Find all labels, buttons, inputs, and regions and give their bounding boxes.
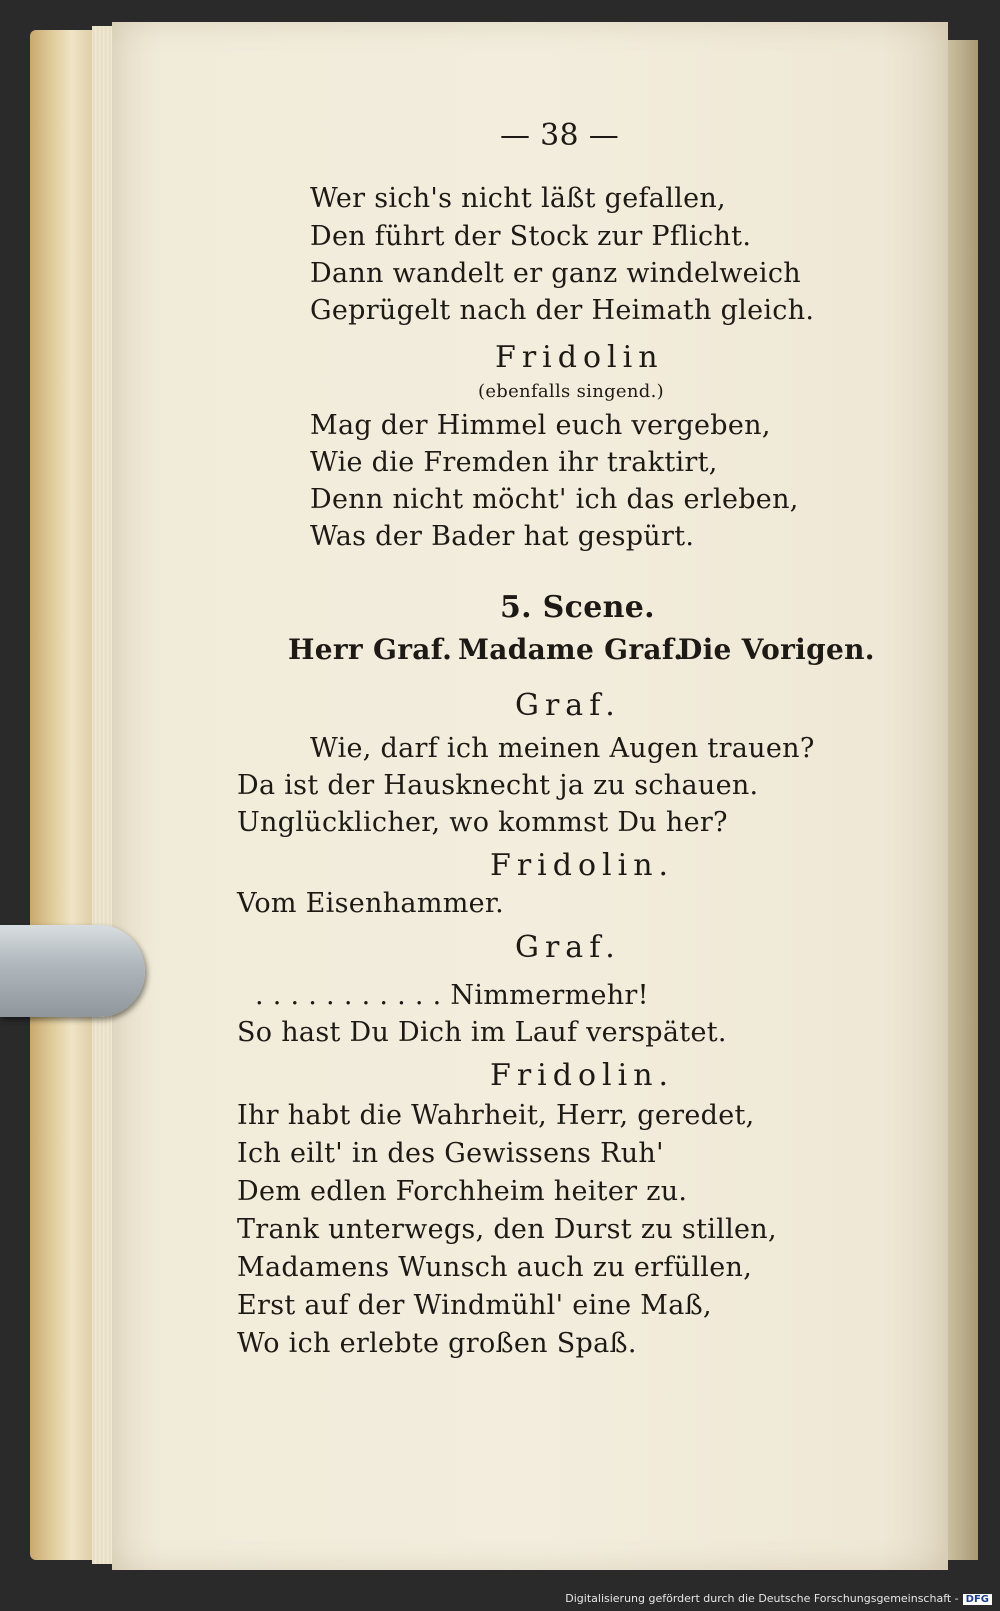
page-holder-clip bbox=[0, 925, 145, 1017]
verse-line: Ihr habt die Wahrheit, Herr, geredet, bbox=[237, 1100, 755, 1131]
cast-member: Herr Graf. bbox=[288, 633, 453, 666]
footer-text: Digitalisierung gefördert durch die Deutsche Forschungsgemeinschaft - bbox=[565, 1592, 959, 1605]
page-number: — 38 — bbox=[500, 118, 620, 153]
speaker-name: Graf. bbox=[515, 930, 621, 965]
verse-line: Mag der Himmel euch vergeben, bbox=[310, 410, 771, 441]
verse-line: Wie die Fremden ihr traktirt, bbox=[310, 447, 718, 478]
verse-line: Geprügelt nach der Heimath gleich. bbox=[310, 295, 815, 326]
verse-line: Erst auf der Windmühl' eine Maß, bbox=[237, 1290, 712, 1321]
scene-heading: 5. Scene. bbox=[500, 590, 655, 625]
speaker-name: Graf. bbox=[515, 688, 621, 723]
verse-line: Da ist der Hausknecht ja zu schauen. bbox=[237, 770, 759, 801]
speaker-name: Fridolin bbox=[495, 340, 664, 375]
cast-member: Madame Graf. bbox=[458, 633, 684, 666]
stage-direction: (ebenfalls singend.) bbox=[478, 381, 664, 402]
verse-line: Dann wandelt er ganz windelweich bbox=[310, 258, 801, 289]
verse-line: Was der Bader hat gespürt. bbox=[310, 521, 695, 552]
verse-line: Trank unterwegs, den Durst zu stillen, bbox=[237, 1214, 777, 1245]
verse-line: Wo ich erlebte großen Spaß. bbox=[237, 1328, 637, 1359]
verse-line: Dem edlen Forchheim heiter zu. bbox=[237, 1176, 688, 1207]
verse-line: Denn nicht möcht' ich das erleben, bbox=[310, 484, 799, 515]
verse-line: Unglücklicher, wo kommst Du her? bbox=[237, 807, 728, 838]
dfg-logo: DFG bbox=[963, 1594, 992, 1605]
verse-line: So hast Du Dich im Lauf verspätet. bbox=[237, 1017, 727, 1048]
verse-line: . . . . . . . . . . . Nimmermehr! bbox=[255, 980, 649, 1011]
speaker-name: Fridolin. bbox=[490, 1058, 675, 1093]
cast-member: Die Vorigen. bbox=[678, 633, 875, 666]
speaker-name: Fridolin. bbox=[490, 848, 675, 883]
verse-line: Den führt der Stock zur Pflicht. bbox=[310, 221, 752, 252]
verse-line: Wer sich's nicht läßt gefallen, bbox=[310, 183, 726, 214]
footer-credit bbox=[565, 1592, 992, 1605]
verse-line: Wie, darf ich meinen Augen trauen? bbox=[310, 733, 815, 764]
verse-line: Madamens Wunsch auch zu erfüllen, bbox=[237, 1252, 753, 1283]
verse-line: Ich eilt' in des Gewissens Ruh' bbox=[237, 1138, 664, 1169]
verse-line: Vom Eisenhammer. bbox=[237, 888, 505, 919]
